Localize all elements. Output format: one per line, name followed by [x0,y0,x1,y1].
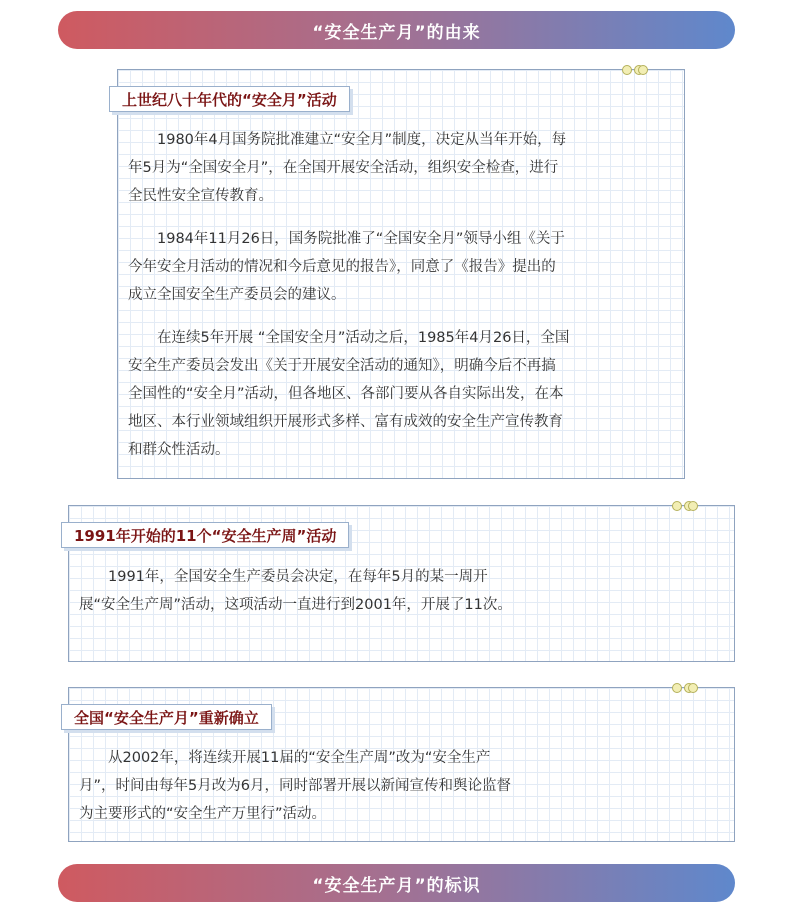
decorative-dots-icon [672,501,704,511]
paragraph: 在连续5年开展 “全国安全月”活动之后，1985年4月26日，全国安全生产委员会发出《关于开展安全活动的通知》，明确今后不再搞全国性的“安全月”活动，但各地区、各部门要从各自实际出发，在本地区、本行业领域组织开展形式多样、富有成效的安全生产宣传教育和群众性活动。 [128,330,570,458]
card-title-1991: 1991年开始的11个“安全生产周”活动 [61,522,349,548]
banner-title: “安全生产月”的由来 [312,22,481,43]
card-title-1980s: 上世纪八十年代的“安全月”活动 [109,86,350,112]
section-banner-origin [58,11,735,49]
paragraph: 1984年11月26日，国务院批准了“全国安全月”领导小组《关于今年安全月活动的情况和今后意见的报告》，同意了《报告》提出的成立全国安全生产委员会的建议。 [128,231,565,303]
banner-title: “安全生产月”的标识 [312,875,481,896]
paragraph: 1991年，全国安全生产委员会决定，在每年5月的某一周开展“安全生产周”活动，这项活动一直进行到2001年，开展了11次。 [79,569,512,613]
section-banner-logo [58,864,735,902]
card-title-2002: 全国“安全生产月”重新确立 [61,704,272,730]
decorative-dots-icon [672,683,704,693]
paragraph: 1980年4月国务院批准建立“安全月”制度，决定从当年开始，每年5月为“全国安全月”，在全国开展安全活动，组织安全检查，进行全民性安全宣传教育。 [128,132,567,204]
decorative-dots-icon [622,65,654,75]
paragraph: 从2002年，将连续开展11届的“安全生产周”改为“安全生产月”，时间由每年5月改为6月，同时部署开展以新闻宣传和舆论监督为主要形式的“安全生产万里行”活动。 [79,750,511,822]
